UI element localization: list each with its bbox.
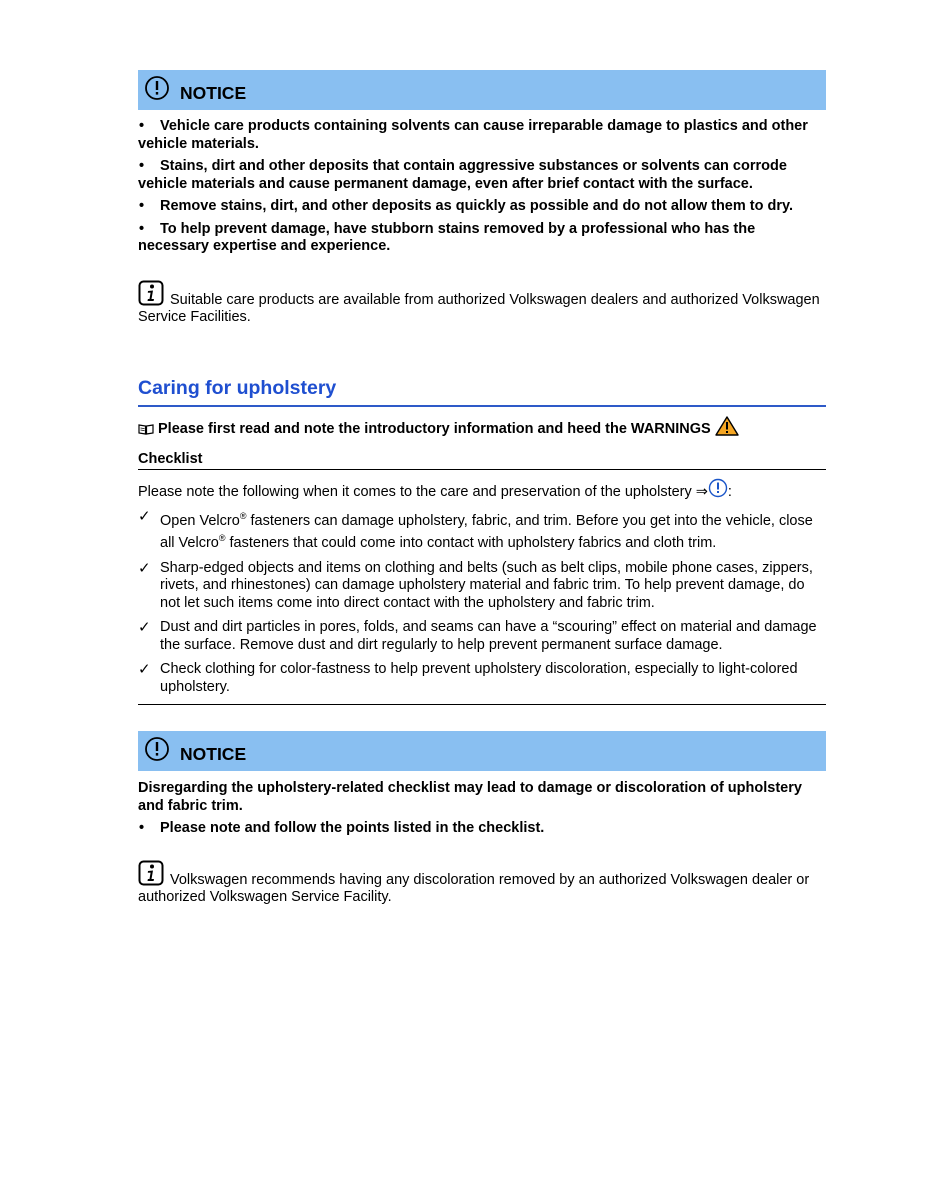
list-item: • Remove stains, dirt, and other deposits as quickly as possible and do not allow them to dry.	[139, 198, 794, 214]
check-icon: ✓	[138, 619, 151, 637]
notice-text: Disregarding the upholstery-related checklist may lead to damage or discoloration of upholstery and fabric trim.	[138, 780, 802, 814]
list-item: • Please note and follow the points listed in the checklist.	[139, 820, 545, 837]
list-item: ✓ Sharp-edged objects and items on clothing and belts (such as belt clips, mobile phone cases, zippers, rivets, and rhinestones) can damage upholstery material and fabric trim. To help prevent damage, do not let such items come into direct contact with the upholstery and fabric trim.	[138, 559, 813, 611]
info-note: Volkswagen recommends having any discoloration removed by an authorized Volkswagen dealer or authorized Volkswagen Service Facility.	[138, 860, 826, 907]
list-item: ✓ Check clothing for color-fastness to help prevent upholstery discoloration, especially to light-colored upholstery.	[138, 661, 798, 695]
arrow-icon: ⇒	[695, 483, 708, 500]
notice-bullet-list	[138, 820, 826, 838]
check-icon: ✓	[138, 559, 151, 577]
info-icon	[138, 860, 164, 886]
read-note: Please first read and note the introductory information and heed the WARNINGS	[138, 421, 826, 437]
exclamation-circle-icon	[708, 478, 728, 498]
list-item: • Stains, dirt and other deposits that contain aggressive substances or solvents can corrode vehicle materials and cause permanent damage, even after brief contact with the surface.	[138, 158, 787, 192]
notice-bullet-list	[138, 118, 826, 256]
notice-header	[138, 70, 826, 110]
check-icon: ✓	[138, 661, 151, 679]
open-book-icon	[138, 423, 154, 435]
exclamation-circle-icon	[144, 75, 170, 101]
info-note: Suitable care products are available from authorized Volkswagen dealers and authorized Volkswagen Service Facilities.	[138, 280, 826, 327]
check-icon: ✓	[138, 508, 151, 525]
checklist-intro: Please note the following when it comes to the care and preservation of the upholstery ⇒ :	[138, 484, 826, 502]
info-icon	[138, 280, 164, 306]
list-item: • To help prevent damage, have stubborn stains removed by a professional who has the necessary expertise and experience.	[138, 220, 756, 254]
exclamation-circle-icon	[144, 736, 170, 762]
list-item: • Vehicle care products containing solvents can cause irreparable damage to plastics and other vehicle materials.	[138, 118, 808, 152]
section-divider	[138, 405, 826, 407]
notice-title: NOTICE	[180, 82, 247, 103]
notice-header	[138, 731, 826, 771]
checklist-heading: Checklist	[138, 451, 826, 470]
checklist-end-divider	[138, 704, 826, 705]
warning-triangle-icon	[715, 416, 739, 436]
manual-page	[138, 68, 826, 907]
list-item: ✓ Dust and dirt particles in pores, folds, and seams can have a “scouring” effect on material and damage the surface. Remove dust and dirt regularly to help prevent permanent surface damage.	[138, 619, 817, 653]
checklist	[138, 508, 826, 696]
section-title: Caring for upholstery	[138, 376, 337, 399]
list-item: ✓ Open Velcro® fasteners can damage upholstery, fabric, and trim. Before you get into the vehicle, close all Velcro® fasteners that could come into contact with upholstery fabrics and cloth trim.	[138, 508, 813, 552]
notice-title: NOTICE	[180, 743, 247, 764]
